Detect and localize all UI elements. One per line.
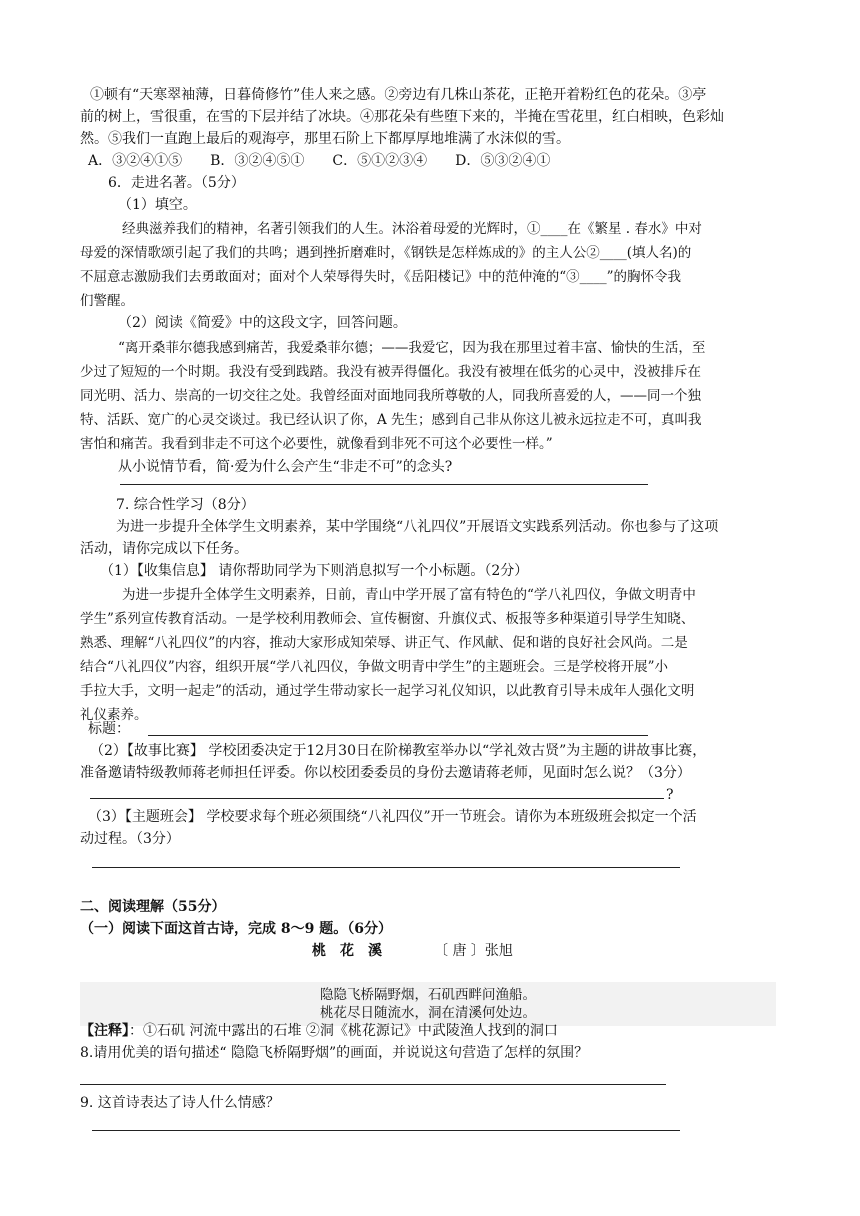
poem-notes <box>80 1020 558 1042</box>
q6-answer-line[interactable] <box>120 484 648 485</box>
q6-sub1: （1）填空。 <box>118 197 197 213</box>
notes-label: 【注释】 <box>80 1023 129 1039</box>
poem-title: 桃 花 溪 <box>312 943 382 959</box>
q7-task1: （1）【收集信息】 请你帮助同学为下则消息拟写一个小标题。（2分） <box>100 563 529 579</box>
q6-fill-line2: 母爱的深情歌颂引起了我们的共鸣；遇到挫折磨难时，《钢铁是怎样炼成的》的主人公②____(填人名)的 <box>80 245 692 261</box>
q7-task2-line1: （2）【故事比赛】 学校团委决定于12月30日在阶梯教室举办以“学礼效古贤”为主题的讲故事比赛， <box>90 743 707 759</box>
q6-fill-line1: 经典滋养我们的精神，名著引领我们的人生。沐浴着母爱的光辉时，①____在《繁星 . 春水》中对 <box>122 221 702 237</box>
news-line4: 结合“八礼四仪”内容，组织开展“学八礼四仪，争做文明青中学生”的主题班会。三是学校将开展”小 <box>80 659 669 675</box>
jane-eyre-passage-line1: “离开桑菲尔德我感到痛苦，我爱桑菲尔德；——我爱它，因为我在那里过着丰富、愉快的生活，至 <box>118 340 706 356</box>
jane-eyre-passage-line5: 害怕和痛苦。我看到非走不可这个必要性，就像看到非死不可这个必要性一样。” <box>80 436 553 452</box>
section2-part1-heading: （一）阅读下面这首古诗，完成 8～9 题。（6分） <box>80 921 392 937</box>
news-line1: 为进一步提升全体学生文明素养，日前，青山中学开展了富有特色的“学八礼四仪，争做文明青中 <box>122 587 696 603</box>
q7-intro-line1: 为进一步提升全体学生文明素养，某中学围绕“八礼四仪”开展语文实践系列活动。你也参与了这项 <box>116 519 719 535</box>
q8-question: 8.请用优美的语句描述“ 隐隐飞桥隔野烟”的画面，并说说这句营造了怎样的氛围？ <box>80 1045 589 1061</box>
notes-text: ：①石矶 河流中露出的石堆 ②洞《桃花源记》中武陵渔人找到的洞口 <box>129 1023 558 1039</box>
news-line3: 熟悉、理解“八礼四仪”的内容，推动大家形成知荣辱、讲正气、作风献、促和谐的良好社会风尚。二是 <box>80 635 688 651</box>
q7-task2-line2: 准备邀请特级教师蒋老师担任评委。你以校团委委员的身份去邀请蒋老师，见面时怎么说？（3分） <box>80 765 691 781</box>
section2-title: 二、阅读理解（55分） <box>80 899 226 915</box>
jane-eyre-passage-line2: 少过了短短的一个时期。我没有受到践踏。我没有被弄得僵化。我没有被埋在低劣的心灵中，没被排斥在 <box>80 364 701 380</box>
news-line6: 礼仪素养。 <box>80 707 148 723</box>
q7-task3-line1: （3）【主题班会】 学校要求每个班必须围绕“八礼四仪”开一节班会。请你为本班级班会拟定一个活 <box>88 809 697 825</box>
poem-line1: 隐隐飞桥隔野烟，石矶西畔问渔船。 <box>320 987 536 1003</box>
q5-options: A．③②④①⑤ B．③②④⑤① C．⑤①②③④ D．⑤③②④① <box>88 153 551 169</box>
q5-sentences-line2: 前的树上，雪很重，在雪的下层并结了冰块。④那花朵有些堕下来的，半掩在雪花里，红白相映，色彩灿 <box>80 109 724 125</box>
q9-question: 9. 这首诗表达了诗人什么情感？ <box>80 1095 280 1111</box>
q7-title: 7. 综合性学习（8分） <box>116 497 255 513</box>
title-answer-line[interactable] <box>148 735 648 736</box>
q6-fill-line3: 不屈意志激励我们去勇敢面对；面对个人荣辱得失时，《岳阳楼记》中的范仲淹的“③____”的胸怀令我 <box>80 269 682 285</box>
q7-task2-question-mark: ? <box>666 787 674 803</box>
title-label: 标题： <box>88 721 130 737</box>
news-line2: 学生”系列宣传教育活动。一是学校利用教师会、宣传橱窗、升旗仪式、板报等多种渠道引导学生知晓、 <box>80 611 695 627</box>
q5-sentences-line1: ①顿有“天寒翠袖薄，日暮倚修竹”佳人来之感。②旁边有几株山茶花，正艳开着粉红色的花朵。③亭 <box>90 87 707 103</box>
q7-task3-line2: 动过程。（3分） <box>80 831 180 847</box>
q7-task2-answer-line[interactable] <box>90 798 664 799</box>
q9-answer-line[interactable] <box>92 1130 680 1131</box>
q5-sentences-line3: 然。⑤我们一直跑上最后的观海亭，那里石阶上下都厚厚地堆满了水沫似的雪。 <box>80 131 570 147</box>
q6-title: 6．走进名著。（5分） <box>108 175 245 191</box>
jane-eyre-passage-line4: 特、活跃、宽广的心灵交谈过。我已经认识了你，A 先生；感到自己非从你这儿被永远拉走不可，真叫我 <box>80 412 702 428</box>
news-line5: 手拉大手，文明一起走”的活动，通过学生带动家长一起学习礼仪知识，以此教育引导未成年人强化文明 <box>80 683 695 699</box>
poem-author: 〔 唐 〕张旭 <box>434 943 513 959</box>
q6-sub2: （2）阅读《简爱》中的这段文字，回答问题。 <box>118 315 407 331</box>
q6-question: 从小说情节看，简·爱为什么会产生“非走不可”的念头? <box>118 459 453 475</box>
q7-task3-answer-line[interactable] <box>92 867 680 868</box>
poem-line2: 桃花尽日随流水，洞在清溪何处边。 <box>320 1005 536 1021</box>
q8-answer-line[interactable] <box>80 1084 666 1085</box>
q7-intro-line2: 活动，请你完成以下任务。 <box>80 541 248 557</box>
jane-eyre-passage-line3: 同光明、活力、崇高的一切交往之处。我曾经面对面地同我所尊敬的人，同我所喜爱的人，——同一个独 <box>80 388 701 404</box>
q6-fill-line4: 们警醒。 <box>80 293 134 309</box>
